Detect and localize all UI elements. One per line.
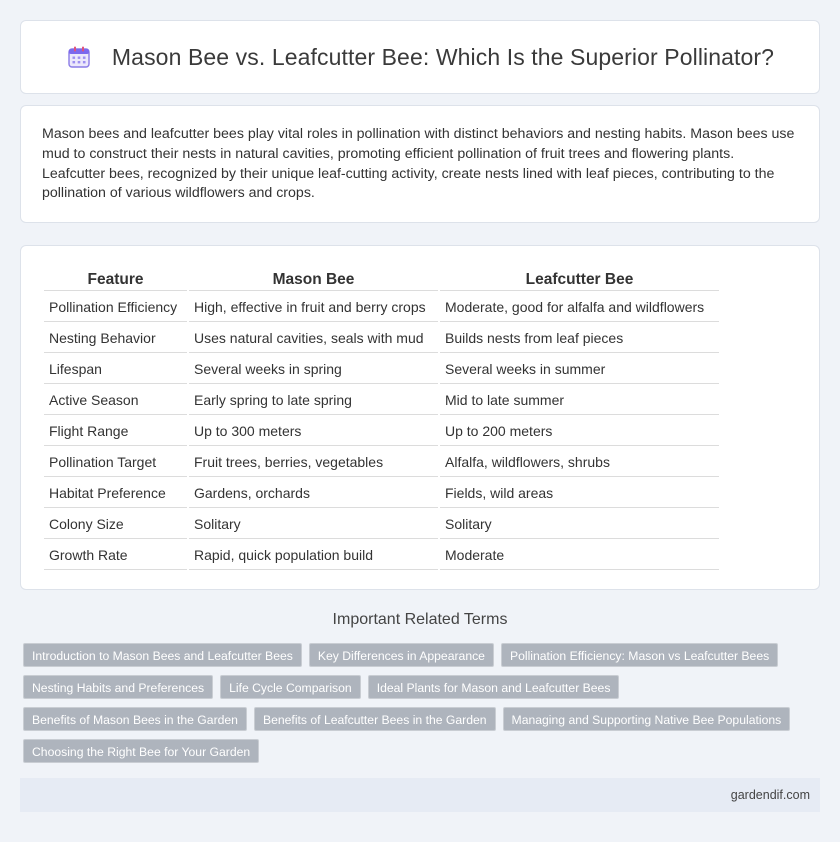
feature-cell: Lifespan <box>44 355 187 384</box>
header-leafcutter-bee: Leafcutter Bee <box>440 267 719 291</box>
mason-bee-cell: Early spring to late spring <box>189 386 438 415</box>
feature-cell: Flight Range <box>44 417 187 446</box>
mason-bee-cell: Solitary <box>189 510 438 539</box>
table-row <box>44 479 719 508</box>
related-term-tag[interactable]: Benefits of Leafcutter Bees in the Garden <box>254 707 496 731</box>
leafcutter-bee-cell: Solitary <box>440 510 719 539</box>
leafcutter-bee-cell: Fields, wild areas <box>440 479 719 508</box>
feature-cell: Nesting Behavior <box>44 324 187 353</box>
feature-cell: Colony Size <box>44 510 187 539</box>
leafcutter-bee-cell: Several weeks in summer <box>440 355 719 384</box>
comparison-table <box>42 265 721 572</box>
feature-cell: Active Season <box>44 386 187 415</box>
mason-bee-cell: Uses natural cavities, seals with mud <box>189 324 438 353</box>
table-row <box>44 386 719 415</box>
feature-cell: Habitat Preference <box>44 479 187 508</box>
leafcutter-bee-cell: Moderate, good for alfalfa and wildflowers <box>440 293 719 322</box>
header-card <box>20 20 820 94</box>
table-row <box>44 417 719 446</box>
calendar-icon <box>66 44 92 70</box>
related-term-tag[interactable]: Choosing the Right Bee for Your Garden <box>23 739 259 763</box>
table-row <box>44 510 719 539</box>
table-row <box>44 448 719 477</box>
related-terms-list <box>23 643 823 763</box>
feature-cell: Pollination Efficiency <box>44 293 187 322</box>
table-row <box>44 541 719 570</box>
table-row <box>44 355 719 384</box>
leafcutter-bee-cell: Builds nests from leaf pieces <box>440 324 719 353</box>
intro-card <box>20 105 820 223</box>
mason-bee-cell: Gardens, orchards <box>189 479 438 508</box>
header-feature: Feature <box>44 267 187 291</box>
mason-bee-cell: Fruit trees, berries, vegetables <box>189 448 438 477</box>
related-term-tag[interactable]: Life Cycle Comparison <box>220 675 361 699</box>
table-body <box>44 293 719 570</box>
related-terms-heading: Important Related Terms <box>332 611 508 628</box>
leafcutter-bee-cell: Alfalfa, wildflowers, shrubs <box>440 448 719 477</box>
header-mason-bee: Mason Bee <box>189 267 438 291</box>
footer <box>20 778 820 812</box>
related-term-tag[interactable]: Nesting Habits and Preferences <box>23 675 213 699</box>
table-row <box>44 324 719 353</box>
footer-site[interactable]: gardendif.com <box>730 788 810 802</box>
table-row <box>44 293 719 322</box>
feature-cell: Pollination Target <box>44 448 187 477</box>
leafcutter-bee-cell: Mid to late summer <box>440 386 719 415</box>
mason-bee-cell: Up to 300 meters <box>189 417 438 446</box>
related-term-tag[interactable]: Key Differences in Appearance <box>309 643 494 667</box>
leafcutter-bee-cell: Moderate <box>440 541 719 570</box>
leafcutter-bee-cell: Up to 200 meters <box>440 417 719 446</box>
intro-paragraph: Mason bees and leafcutter bees play vital roles in pollination with distinct behaviors and nesting habits. Mason bees use mud to construct their nests in natural cavities, promoting efficient pollination of fruit trees and flowering plants. Leafcutter bees, recognized by their unique leaf-cutting activity, create nests lined with leaf pieces, contributing to the pollination of various wildflowers and crops. <box>42 126 795 202</box>
title-wrap <box>66 44 774 71</box>
related-term-tag[interactable]: Pollination Efficiency: Mason vs Leafcutter Bees <box>501 643 778 667</box>
feature-cell: Growth Rate <box>44 541 187 570</box>
mason-bee-cell: Several weeks in spring <box>189 355 438 384</box>
table-header-row <box>44 267 719 291</box>
mason-bee-cell: High, effective in fruit and berry crops <box>189 293 438 322</box>
related-term-tag[interactable]: Benefits of Mason Bees in the Garden <box>23 707 247 731</box>
related-term-tag[interactable]: Managing and Supporting Native Bee Populations <box>503 707 791 731</box>
related-term-tag[interactable]: Ideal Plants for Mason and Leafcutter Bees <box>368 675 620 699</box>
page-title: Mason Bee vs. Leafcutter Bee: Which Is the Superior Pollinator? <box>111 43 775 70</box>
comparison-card <box>20 245 820 590</box>
mason-bee-cell: Rapid, quick population build <box>189 541 438 570</box>
related-term-tag[interactable]: Introduction to Mason Bees and Leafcutter Bees <box>23 643 302 667</box>
